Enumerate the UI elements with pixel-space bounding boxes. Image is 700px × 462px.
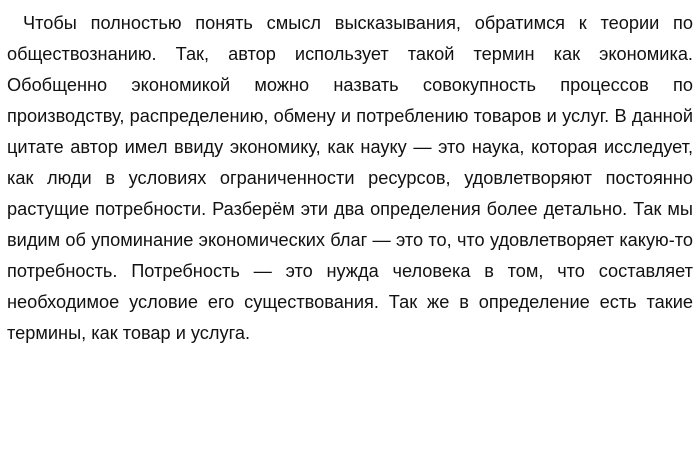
body-paragraph: Чтобы полностью понять смысл высказывания, обратимся к теории по обществознанию. Так, автор использует такой термин как экономика. Обобщенно экономикой можно назвать совокупность процессов по производству, распределению, обмену и потреблению товаров и услуг. В данной цитате автор имел ввиду экономику, как науку — это наука, которая исследует, как люди в условиях ограниченности ресурсов, удовлетворяют постоянно растущие потребности. Разберём эти два определения более детально. Так мы видим об упоминание экономических благ — это то, что удовлетворяет какую-то потребность. Потребность — это нужда человека в том, что составляет необходимое условие его существования. Так же в определение есть такие термины, как товар и услуга. bbox=[7, 13, 693, 343]
document-page bbox=[7, 8, 693, 349]
